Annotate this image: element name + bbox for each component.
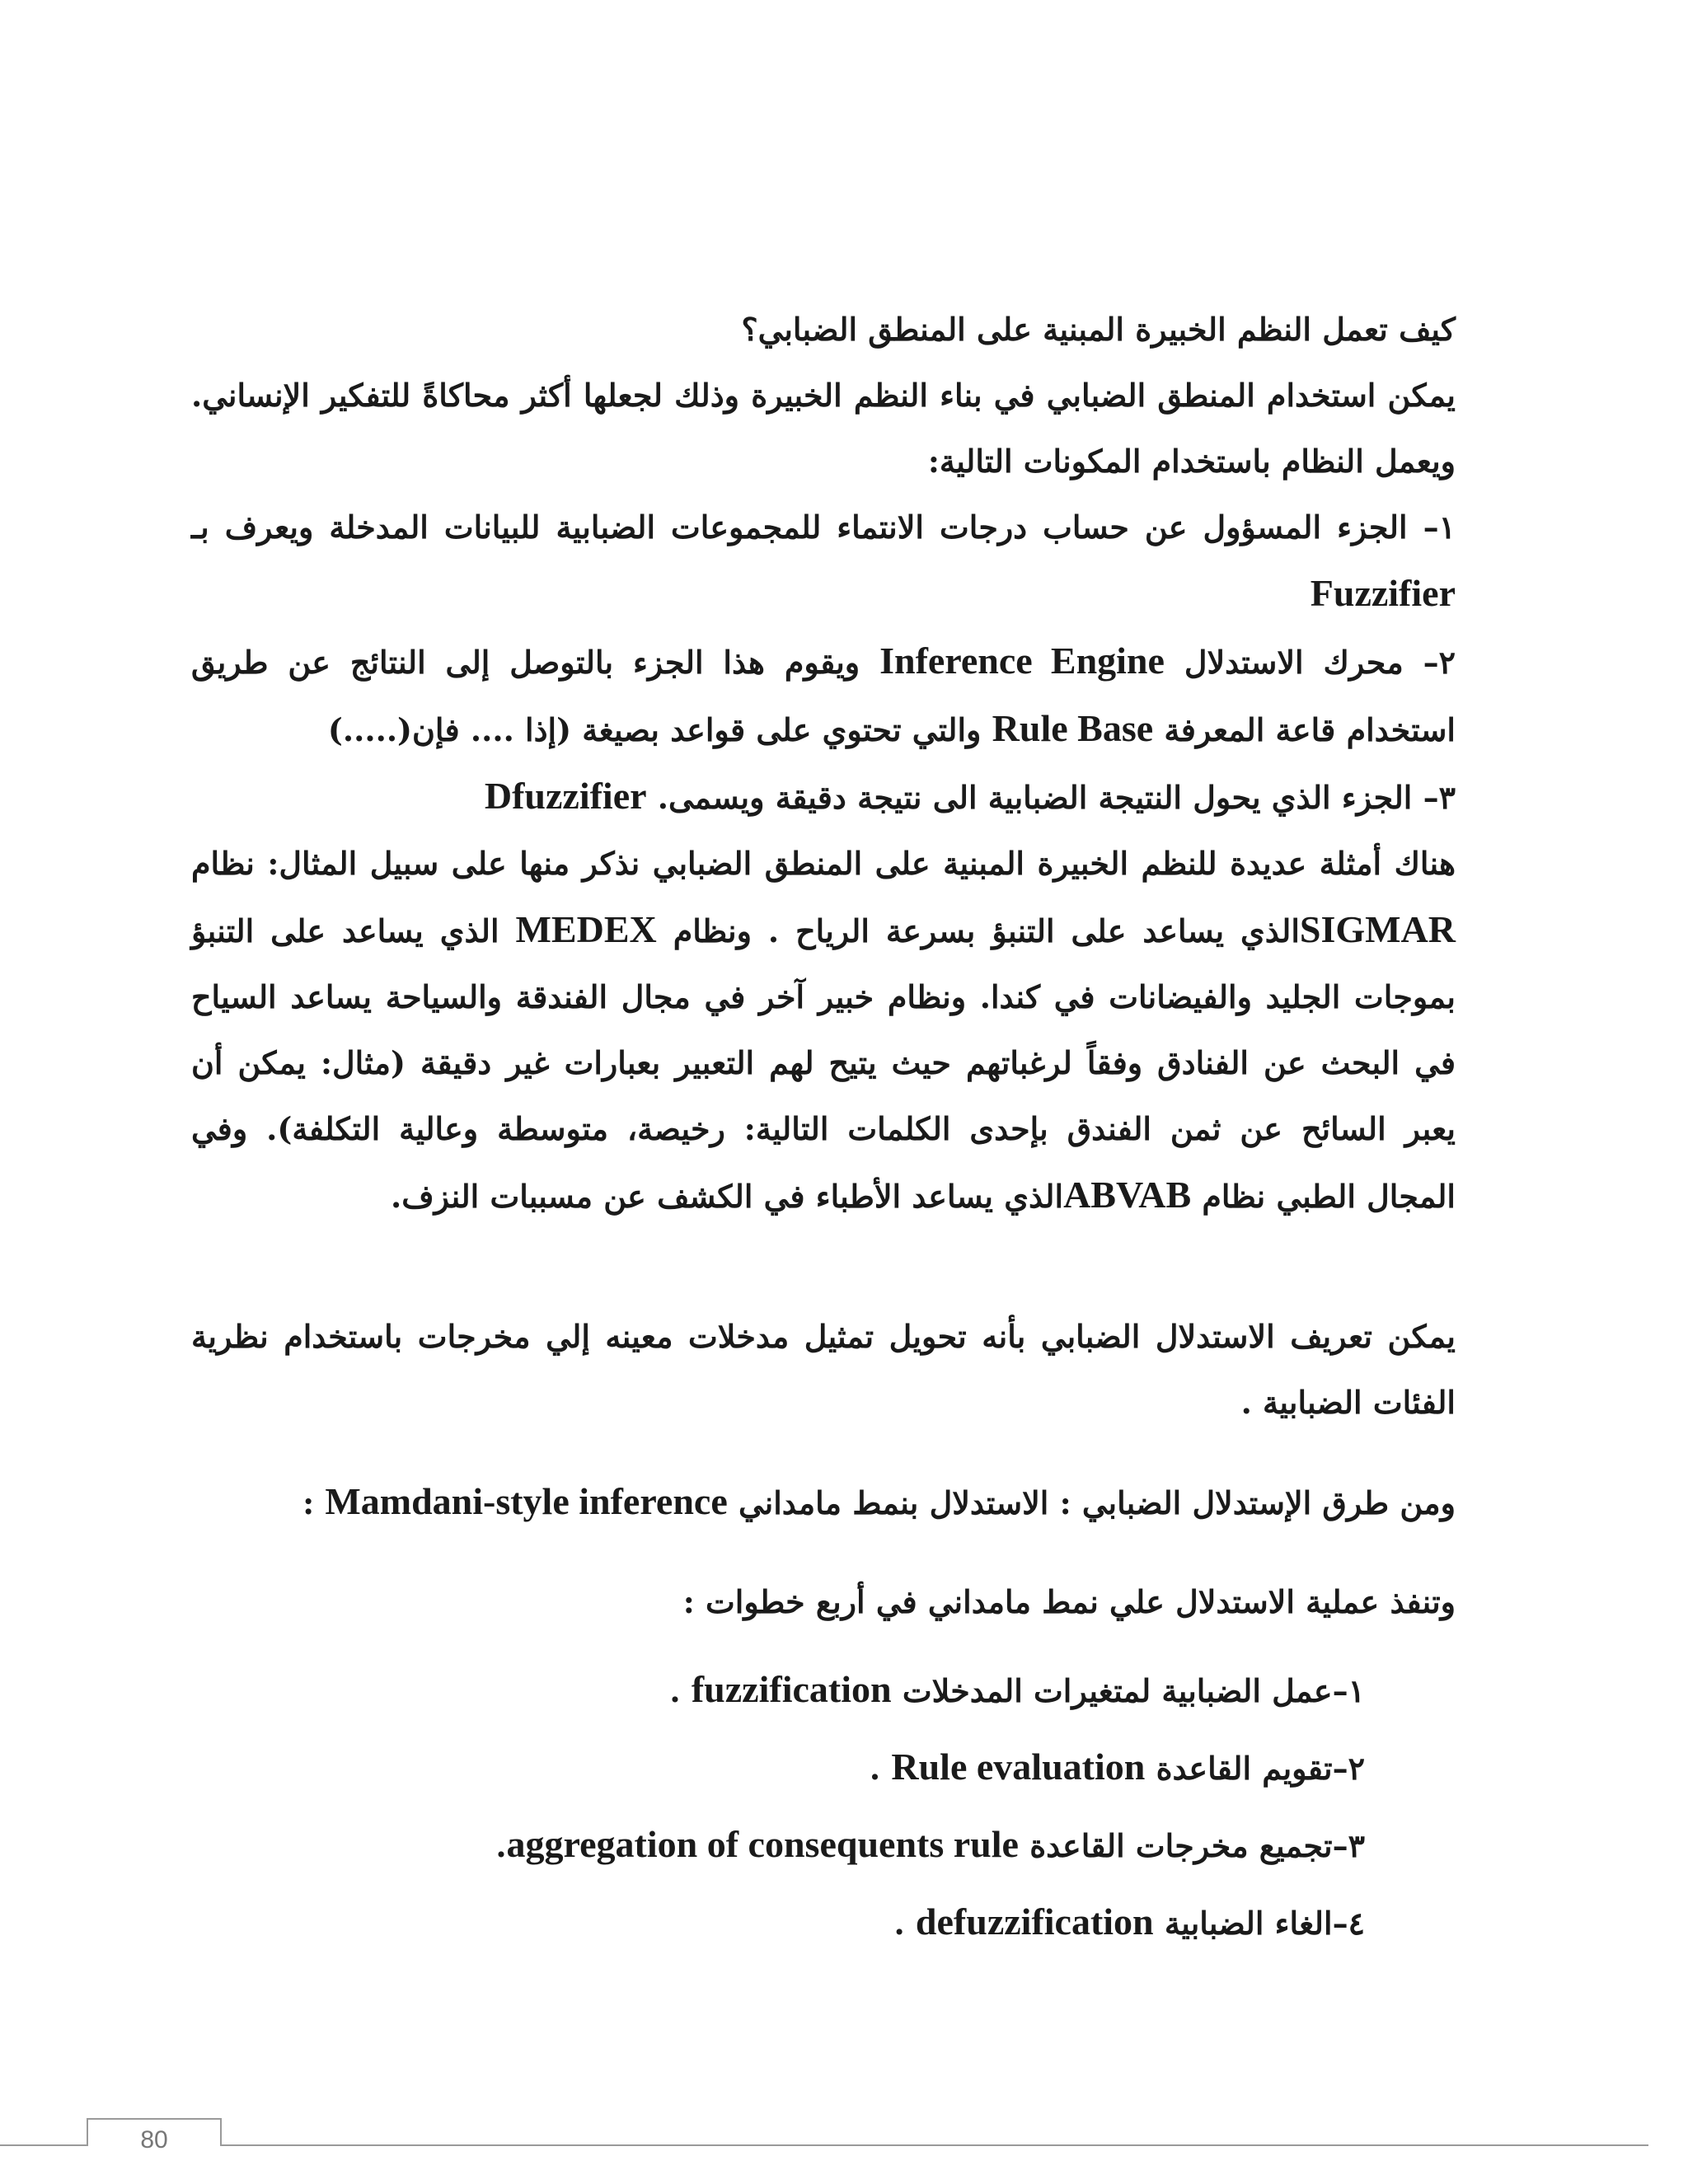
- step-term: Rule evaluation: [891, 1746, 1146, 1788]
- component-text: ٣– الجزء الذي يحول النتيجة الضبابية الى نتيجة دقيقة ويسمى.: [657, 779, 1456, 816]
- mamdani-term: Mamdani-style inference: [325, 1480, 728, 1522]
- steps-list: [191, 1652, 1365, 1961]
- examples-text: الذي يساعد على التنبؤ بسرعة الرياح . ونظام: [673, 912, 1300, 949]
- examples-text: الذي يساعد الأطباء في الكشف عن مسببات النزف.: [391, 1178, 1064, 1215]
- component-text: ٢– محرك الاستدلال: [1184, 644, 1456, 681]
- component-item-2: [191, 628, 1456, 763]
- system-name: SIGMAR: [1299, 908, 1456, 950]
- page-number: 80: [87, 2118, 222, 2146]
- component-text: ويقوم هذا الجزء بالتوصل إلى النتائج عن طريق استخدام قاعة المعرفة: [191, 644, 1456, 748]
- footer-rule: [0, 2144, 1648, 2146]
- steps-intro: وتنفذ عملية الاستدلال علي نمط مامداني في أربع خطوات :: [682, 1583, 1456, 1620]
- examples-paragraph: [191, 831, 1456, 1230]
- component-text: ١– الجزء المسؤول عن حساب درجات الانتماء للمجموعات الضبابية للبيانات المدخلة ويعرف بـ: [191, 509, 1456, 546]
- definition-paragraph: يمكن تعريف الاستدلال الضبابي بأنه تحويل تمثيل مدخلات معينه إلي مخرجات باستخدام نظرية الفئات الضبابية .: [191, 1318, 1456, 1421]
- step-term: fuzzification: [691, 1668, 892, 1710]
- step-item: ١–عمل الضبابية لمتغيرات المدخلات fuzzification .: [669, 1668, 1365, 1710]
- intro-paragraph: يمكن استخدام المنطق الضبابي في بناء النظم الخبيرة وذلك لجعلها أكثر محاكاةً للتفكير الإنساني. ويعمل النظام باستخدام المكونات التالية:: [191, 377, 1456, 480]
- component-term: Fuzzifier: [1310, 572, 1456, 614]
- system-name: ABVAB: [1063, 1174, 1192, 1216]
- step-item: ٤–الغاء الضبابية defuzzification .: [893, 1900, 1365, 1943]
- step-term: aggregation of consequents rule: [506, 1823, 1019, 1865]
- component-item-3: [191, 763, 1456, 831]
- step-item: ٣–تجميع مخرجات القاعدة aggregation of consequents rule.: [495, 1823, 1365, 1865]
- component-text: والتي تحتوي على قواعد بصيغة (إذا .... فإن(.....): [327, 711, 982, 748]
- examples-text: الذي يساعد على التنبؤ بموجات الجليد والفيضانات في كندا. ونظام خبير آخر في مجال الفندقة والسياحة يساعد السياح في البحث عن الفنادق وفقاً لرغباتهم حيث يتيح لهم التعبير بعبارات غير دقيقة (مثال: يمكن أن يعبر السائح عن ثمن الفندق بإحدى الكلمات التالية: رخيصة، متوسطة وعالية التكلفة). وفي المجال الطبي نظام: [191, 912, 1456, 1215]
- component-term: Dfuzzifier: [484, 775, 647, 817]
- section-heading: كيف تعمل النظم الخبيرة المبنية على المنطق الضبابي؟: [741, 311, 1456, 348]
- system-name: MEDEX: [515, 908, 657, 950]
- component-term: Inference Engine: [879, 640, 1165, 682]
- component-term: Rule Base: [992, 707, 1154, 749]
- step-item: ٢–تقويم القاعدة Rule evaluation .: [869, 1746, 1365, 1788]
- page-body: [191, 297, 1456, 1961]
- step-term: defuzzification: [915, 1900, 1154, 1943]
- component-item-1: [191, 494, 1456, 628]
- mamdani-line: ومن طرق الإستدلال الضبابي : الاستدلال بنمط مامداني Mamdani-style inference :: [302, 1480, 1456, 1522]
- examples-text: هناك أمثلة عديدة للنظم الخبيرة المبنية على المنطق الضبابي نذكر منها على سبيل المثال: نظام: [191, 845, 1456, 882]
